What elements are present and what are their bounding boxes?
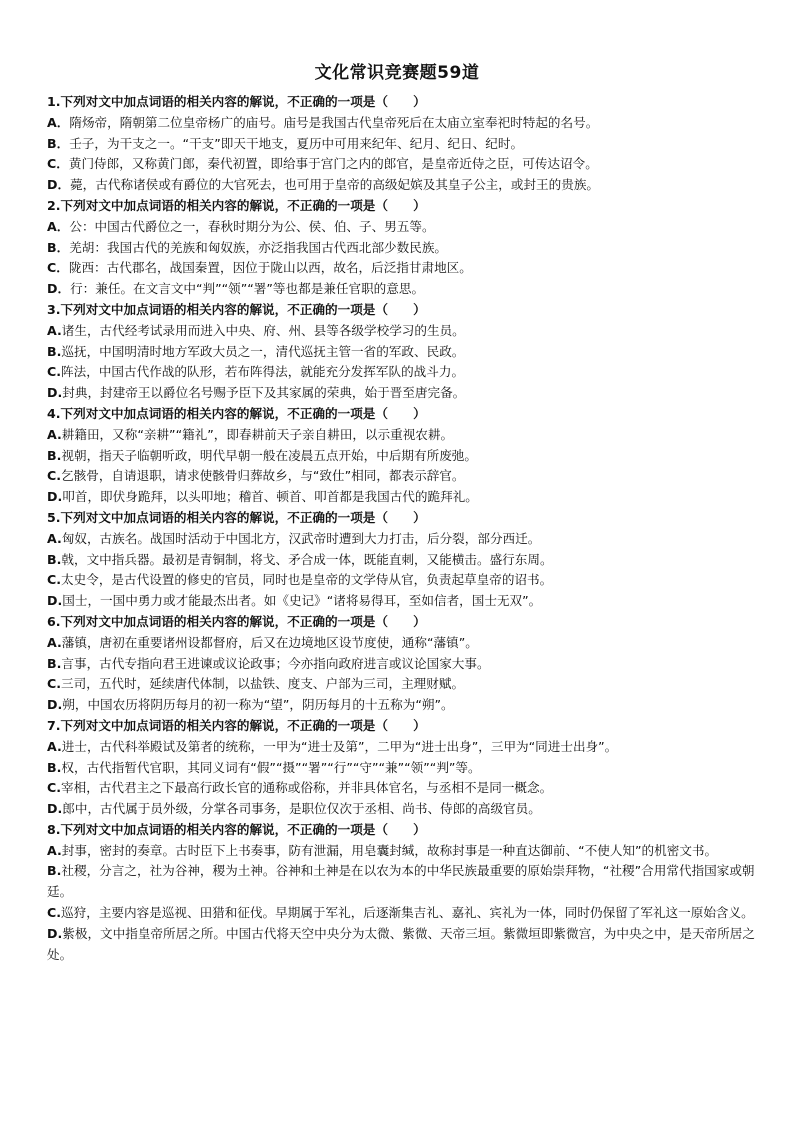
option-text: 叩首，即伏身跪拜，以头叩地；稽首、顿首、叩首都是我国古代的跪拜礼。 (62, 489, 478, 505)
option-text: 视朝，指天子临朝听政，明代早朝一般在凌晨五点开始，中后期有所废弛。 (61, 447, 477, 463)
option-line (47, 154, 759, 175)
option-letter: A. (47, 634, 62, 650)
question-list (47, 92, 759, 965)
option-letter: B． (47, 135, 70, 151)
option-text: 羌胡：我国古代的羌族和匈奴族，亦泛指我国古代西北部少数民族。 (69, 239, 448, 255)
option-letter: D. (47, 801, 63, 817)
option-text: 封典，封建帝王以爵位名号赐予臣下及其家属的荣典，始于晋至唐完备。 (62, 385, 466, 401)
option-letter: C． (47, 156, 69, 172)
option-letter: B. (47, 447, 62, 463)
option-letter: B． (47, 239, 70, 255)
option-letter: A. (47, 530, 62, 546)
option-letter: D. (47, 385, 63, 401)
option-line (47, 591, 759, 612)
option-line (47, 446, 759, 467)
option-text: 诸生，古代经考试录用而进入中央、府、州、县等各级学校学习的生员。 (61, 322, 465, 338)
option-letter: D. (47, 593, 63, 609)
option-line (47, 799, 759, 820)
option-text: 封事，密封的奏章。古时臣下上书奏事，防有泄漏，用皂囊封缄，故称封事是一种直达御前、“不使人知”的机密文书。 (61, 842, 718, 858)
option-letter: C. (47, 905, 62, 921)
option-letter: D. (47, 925, 63, 941)
option-letter: B. (47, 863, 62, 879)
option-letter: A. (47, 842, 62, 858)
option-text: 巡抚，中国明清时地方军政大员之一，清代巡抚主管一省的军政、民政。 (61, 343, 465, 359)
option-line (47, 529, 759, 550)
option-text: 三司，五代时，延续唐代体制，以盐铁、度支、户部为三司，主理财赋。 (61, 676, 465, 692)
option-text: 匈奴，古族名。战国时活动于中国北方，汉武帝时遭到大力打击，后分裂，部分西迁。 (61, 530, 541, 546)
document-title: 文化常识竞赛题59道 (314, 63, 480, 83)
option-text: 太史令，是古代设置的修史的官员，同时也是皇帝的文学侍从官，负责起草皇帝的诏书。 (61, 572, 553, 588)
option-text: 戟，文中指兵器。最初是青铜制，将戈、矛合成一体，既能直刺，又能横击。盛行东周。 (61, 551, 553, 567)
option-letter: B. (47, 759, 62, 775)
option-line (47, 633, 759, 654)
option-line (47, 175, 759, 196)
option-letter: B. (47, 655, 62, 671)
option-text: 言事，古代专指向君王进谏或议论政事；今亦指向政府进言或议论国家大事。 (61, 655, 490, 671)
option-text: 耕籍田，又称“亲耕”“籍礼”，即春耕前天子亲自耕田，以示重视农耕。 (61, 426, 454, 442)
option-line (47, 695, 759, 716)
option-letter: D. (47, 489, 63, 505)
option-line (47, 924, 759, 966)
option-line (47, 903, 759, 924)
option-text: 权，古代指暂代官职，其同义词有“假”“摄”“署”“行”“守”“兼”“领”“判”等。 (61, 759, 481, 775)
option-letter: A. (47, 738, 62, 754)
option-line (47, 425, 759, 446)
option-text: 巡狩，主要内容是巡视、田猎和征伐。早期属于军礼，后逐渐集吉礼、嘉礼、宾礼为一体，同时仍保留了军礼这一原始含义。 (61, 905, 754, 921)
option-letter: C. (47, 676, 62, 692)
option-line (47, 279, 759, 300)
option-text: 陇西：古代郡名，战国秦置，因位于陇山以西，故名，后泛指甘肃地区。 (68, 260, 472, 276)
question-stem: 2.下列对文中加点词语的相关内容的解说，不正确的一项是（ ） (47, 197, 426, 213)
option-line (47, 134, 759, 155)
option-letter: C. (47, 780, 62, 796)
question-stem: 5.下列对文中加点词语的相关内容的解说，不正确的一项是（ ） (47, 509, 426, 525)
option-text: 郎中，古代属于员外级，分掌各司事务，是职位仅次于丞相、尚书、侍郎的高级官员。 (62, 801, 541, 817)
option-text: 公：中国古代爵位之一，春秋时期分为公、侯、伯、子、男五等。 (69, 218, 435, 234)
option-text: 薨，古代称诸侯或有爵位的大官死去，也可用于皇帝的高级妃嫔及其皇子公主，或封王的贵族。 (70, 177, 599, 193)
option-text: 壬子，为干支之一。“干支”即天干地支，夏历中可用来纪年、纪月、纪日、纪时。 (69, 135, 524, 151)
option-line (47, 321, 759, 342)
option-line (47, 362, 759, 383)
option-line (47, 238, 759, 259)
option-line (47, 758, 759, 779)
option-letter: A. (47, 426, 62, 442)
option-line (47, 737, 759, 758)
option-line (47, 654, 759, 675)
question-stem: 3.下列对文中加点词语的相关内容的解说，不正确的一项是（ ） (47, 301, 426, 317)
option-letter: D． (47, 177, 71, 193)
option-letter: B. (47, 551, 62, 567)
option-line (47, 487, 759, 508)
option-text: 乞骸骨，自请退职，请求使骸骨归葬故乡，与“致仕”相同，都表示辞官。 (61, 468, 465, 484)
option-text: 藩镇，唐初在重要诸州设都督府，后又在边境地区设节度使，通称“藩镇”。 (61, 634, 478, 650)
option-line (47, 778, 759, 799)
question-stem: 6.下列对文中加点词语的相关内容的解说，不正确的一项是（ ） (47, 613, 426, 629)
option-line (47, 674, 759, 695)
option-line (47, 342, 759, 363)
option-letter: C. (47, 468, 62, 484)
option-line (47, 550, 759, 571)
option-text: 宰相，古代君主之下最高行政长官的通称或俗称，并非具体官名，与丞相不是同一概念。 (61, 780, 553, 796)
option-line (47, 383, 759, 404)
option-line (47, 466, 759, 487)
option-line (47, 570, 759, 591)
option-line (47, 841, 759, 862)
option-text: 进士，古代科举殿试及第者的统称，一甲为“进士及第”，二甲为“进士出身”，三甲为“同进士出身”。 (61, 738, 618, 754)
option-text: 隋炀帝，隋朝第二位皇帝杨广的庙号。庙号是我国古代皇帝死后在太庙立室奉祀时特起的名号。 (69, 114, 599, 130)
option-letter: D． (47, 281, 71, 297)
option-line (47, 113, 759, 134)
option-text: 行：兼任。在文言文中“判”“领”“署”等也都是兼任官职的意思。 (70, 281, 425, 297)
option-text: 紫极，文中指皇帝所居之所。中国古代将天空中央分为太微、紫微、天帝三垣。紫微垣即紫微宫，为中央之中，是天帝所居之处。 (47, 925, 755, 962)
option-line (47, 861, 759, 903)
option-letter: A． (47, 114, 70, 130)
option-letter: A. (47, 322, 62, 338)
question-stem: 7.下列对文中加点词语的相关内容的解说，不正确的一项是（ ） (47, 717, 426, 733)
question-stem: 1.下列对文中加点词语的相关内容的解说，不正确的一项是（ ） (47, 94, 426, 109)
option-line (47, 258, 759, 279)
option-text: 黄门侍郎，又称黄门郎，秦代初置，即给事于宫门之内的郎官，是皇帝近侍之臣，可传达诏令。 (68, 156, 598, 172)
option-letter: C. (47, 364, 62, 380)
option-letter: C． (47, 260, 69, 276)
option-letter: B. (47, 343, 62, 359)
option-text: 社稷，分言之，社为谷神，稷为土神。谷神和土神是在以农为本的中华民族最重要的原始崇拜物，“社稷”合用常代指国家或朝廷。 (47, 863, 755, 900)
option-letter: C. (47, 572, 62, 588)
question-stem: 8.下列对文中加点词语的相关内容的解说，不正确的一项是（ ） (47, 821, 426, 837)
option-text: 朔，中国农历将阴历每月的初一称为“望”，阴历每月的十五称为“朔”。 (62, 697, 454, 713)
option-letter: A． (47, 218, 70, 234)
option-text: 国士，一国中勇力或才能最杰出者。如《史记》“诸将易得耳，至如信者，国士无双”。 (62, 593, 542, 609)
option-letter: D. (47, 697, 63, 713)
option-line (47, 217, 759, 238)
question-stem: 4.下列对文中加点词语的相关内容的解说，不正确的一项是（ ） (47, 405, 426, 421)
option-text: 阵法，中国古代作战的队形，若布阵得法，就能充分发挥军队的战斗力。 (61, 364, 465, 380)
